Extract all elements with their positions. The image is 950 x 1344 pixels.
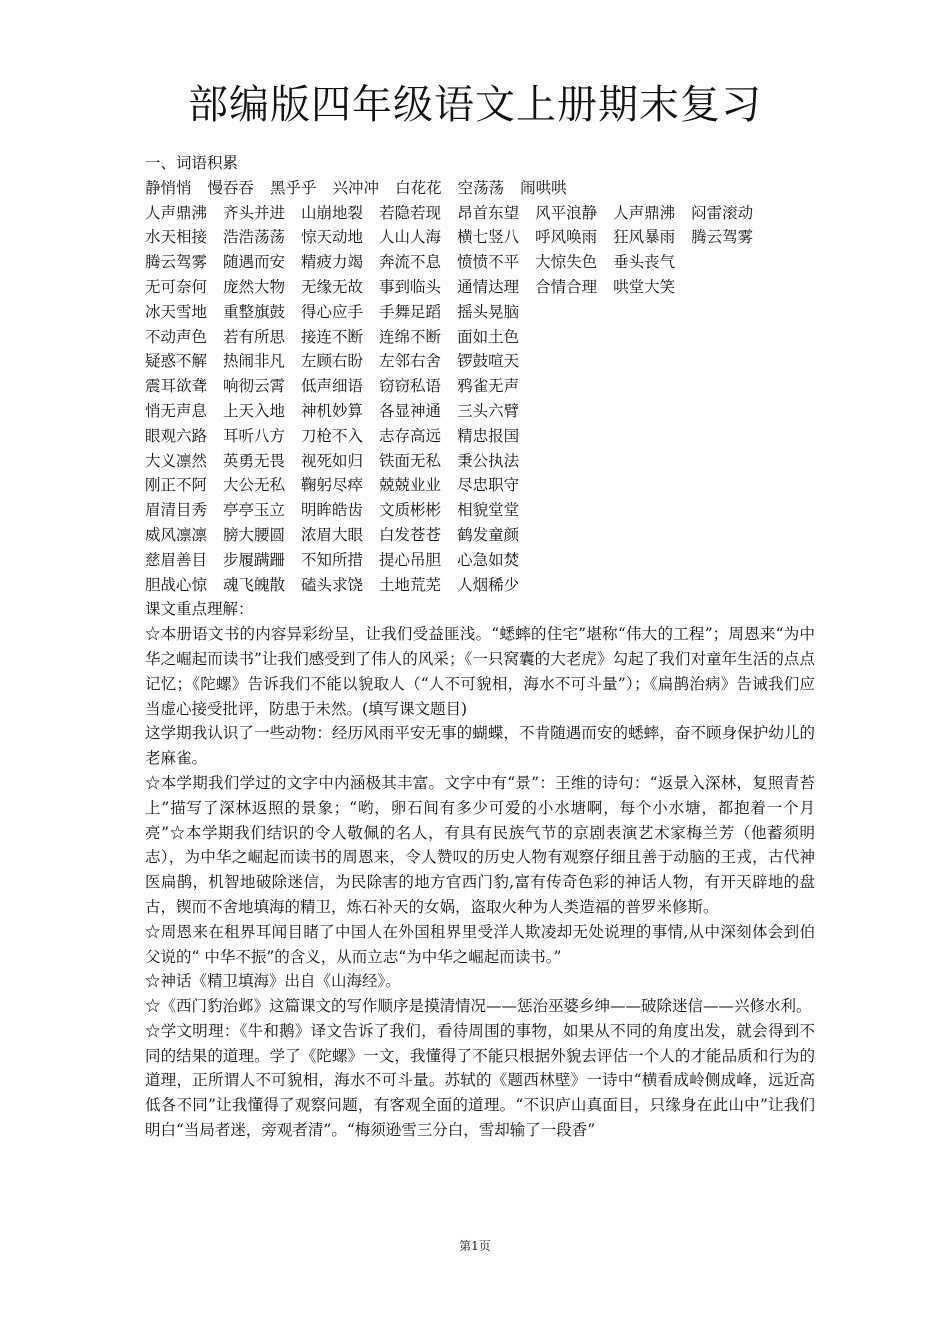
vocab-word: 静悄悄 [145,178,192,197]
vocab-word: 若有所思 [223,327,286,346]
vocab-word: 狂风暴雨 [613,228,676,247]
vocab-row [145,250,815,275]
vocab-list [145,176,815,598]
vocab-word: 刀枪不入 [301,426,364,445]
vocab-word: 人声鼎沸 [145,203,208,222]
vocab-word: 左邻右舍 [379,352,442,371]
vocab-row [145,449,815,474]
vocab-word: 惊天动地 [301,228,364,247]
vocab-word: 磕头求饶 [301,575,364,594]
vocab-word: 心急如焚 [457,550,520,569]
vocab-word: 随遇而安 [223,253,286,272]
paragraph: ☆周恩来在租界耳闻目睹了中国人在外国租界里受洋人欺凌却无处说理的事情,从中深刻体会到伯父说的“ 中华不振”的含义，从而立志“为中华之崛起而读书。” [145,922,815,966]
vocab-word: 重整旗鼓 [223,302,286,321]
vocab-word: 摇头晃脑 [457,302,520,321]
vocab-word: 鞠躬尽瘁 [301,476,364,495]
vocab-word: 相貌堂堂 [457,501,520,520]
vocab-row [145,523,815,548]
vocab-word: 白发苍苍 [379,525,442,544]
vocab-word: 风平浪静 [535,203,598,222]
vocab-word: 尽忠职守 [457,476,520,495]
vocab-word: 水天相接 [145,228,208,247]
vocab-word: 空荡荡 [457,178,505,197]
vocab-word: 响彻云霄 [223,377,286,396]
vocab-word: 若隐若现 [379,203,442,222]
vocab-word: 上天入地 [223,401,286,420]
vocab-word: 合情合理 [535,277,598,296]
vocab-word: 鹤发童颜 [457,525,520,544]
vocab-word: 锣鼓喧天 [457,352,520,371]
vocab-word: 三头六臂 [457,401,520,420]
content-body [145,151,815,1143]
vocab-word: 兴冲冲 [332,178,380,197]
vocab-word: 神机妙算 [301,401,364,420]
vocab-word: 低声细语 [301,377,364,396]
vocab-word: 齐头并进 [223,203,286,222]
vocab-word: 各显神通 [379,401,442,420]
vocab-word: 冰天雪地 [145,302,208,321]
vocab-word: 疑惑不解 [145,352,208,371]
vocab-word: 手舞足蹈 [379,302,442,321]
vocab-word: 山崩地裂 [301,203,364,222]
vocab-word: 眼观六路 [145,426,208,445]
vocab-word: 左顾右盼 [301,352,364,371]
vocab-word: 大公无私 [223,476,286,495]
vocab-word: 人烟稀少 [457,575,520,594]
vocab-word: 无缘无故 [301,277,364,296]
vocab-word: 慢吞吞 [207,178,255,197]
vocab-row [145,225,815,250]
vocab-row [145,275,815,300]
vocab-word: 志存高远 [379,426,442,445]
vocab-row [145,349,815,374]
vocab-word: 黑乎乎 [270,178,317,197]
vocab-row [145,176,815,201]
page-number: 第1页 [459,1239,491,1253]
vocab-word: 垂头丧气 [613,253,676,272]
vocab-word: 秉公执法 [457,451,520,470]
vocab-word: 连绵不断 [379,327,442,346]
section-heading-vocab: 一、词语积累 [145,154,239,172]
vocab-word: 亭亭玉立 [223,501,286,520]
paragraph: ☆学文明理：《牛和鹅》译文告诉了我们，看待周围的事物，如果从不同的角度出发，就会得到不同的结果的道理。学了《陀螺》一文，我懂得了不能只根据外貌去评估一个人的才能品质和行为的道理，正所谓人不可貌相，海水不可斗量。苏轼的《题西林壁》一诗中“横看成岭侧成峰，远近高低各不同”让我懂得了观察问题，有客观全面的道理。“不识庐山真面目，只缘身在此山中”让我们明白“当局者迷，旁观者清”。“梅须逊雪三分白，雪却输了一段香” [145,1021,815,1140]
vocab-word: 事到临头 [379,277,442,296]
vocab-word: 大义凛然 [145,451,208,470]
vocab-word: 愤愤不平 [457,253,520,272]
vocab-word: 呼风唤雨 [535,228,598,247]
vocab-row [145,548,815,573]
vocab-word: 悄无声息 [145,401,208,420]
vocab-word: 闹哄哄 [520,178,567,197]
page-title: 部编版四年级语文上册期末复习 [188,82,762,128]
vocab-word: 土地荒芜 [379,575,442,594]
vocab-row [145,300,815,325]
vocab-word: 奔流不息 [379,253,442,272]
vocab-word: 胆战心惊 [145,575,208,594]
vocab-word: 兢兢业业 [379,476,442,495]
vocab-word: 刚正不阿 [145,476,208,495]
vocab-word: 慈眉善目 [145,550,208,569]
vocab-word: 哄堂大笑 [613,277,676,296]
vocab-word: 得心应手 [301,302,364,321]
vocab-word: 不知所措 [301,550,364,569]
paragraph: ☆神话《精卫填海》出自《山海经》。 [145,972,401,991]
vocab-word: 鸦雀无声 [457,377,520,396]
vocab-word: 不动声色 [145,327,208,346]
paragraph: ☆本册语文书的内容异彩纷呈，让我们受益匪浅。“蟋蟀的住宅”堪称“伟大的工程”；周恩来“为中华之崛起而读书”让我们感受到了伟人的风采；《一只窝囊的大老虎》勾起了我们对童年生活的点点记忆；《陀螺》告诉我们不能以貌取人（“人不可貌相，海水不可斗量”）；《扁鹊治病》告诫我们应当虚心接受批评，防患于未然。(填写课文题目) [145,625,815,718]
vocab-word: 横七竖八 [457,228,520,247]
vocab-word: 窃窃私语 [379,377,442,396]
vocab-word: 庞然大物 [223,277,286,296]
vocab-word: 腾云驾雾 [691,228,754,247]
vocab-word: 腾云驾雾 [145,253,208,272]
vocab-word: 浓眉大眼 [301,525,364,544]
vocab-word: 接连不断 [301,327,364,346]
vocab-word: 闷雷滚动 [691,203,754,222]
vocab-word: 威风凛凛 [145,525,208,544]
vocab-row [145,573,815,598]
vocab-word: 步履蹒跚 [223,550,286,569]
paragraph: ☆《西门豹治邺》这篇课文的写作顺序是摸清情况——惩治巫婆乡绅——破除迷信——兴修水利。 [145,997,812,1016]
vocab-word: 铁面无私 [379,451,442,470]
vocab-row [145,424,815,449]
paragraph-list [145,622,815,1143]
vocab-word: 明眸皓齿 [301,501,364,520]
vocab-word: 视死如归 [301,451,364,470]
vocab-word: 精疲力竭 [301,253,364,272]
vocab-word: 人声鼎沸 [613,203,676,222]
vocab-word: 面如土色 [457,327,520,346]
vocab-row [145,473,815,498]
vocab-row [145,325,815,350]
vocab-word: 无可奈何 [145,277,208,296]
vocab-word: 热闹非凡 [223,352,286,371]
paragraph: ☆本学期我们学过的文字中内涵极其丰富。文字中有“景”：王维的诗句：“返景入深林，复照青苔上”描写了深林返照的景象；“哟，卵石间有多少可爱的小水塘啊，每个小水塘，都抱着一个月亮”☆本学期我们结识的令人敬佩的名人，有具有民族气节的京剧表演艺术家梅兰芳（他蓄须明志），为中华之崛起而读书的周恩来，令人赞叹的历史人物有观察仔细且善于动脑的王戎，古代神医扁鹊，机智地破除迷信，为民除害的地方官西门豹,富有传奇色彩的神话人物，有开天辟地的盘古，锲而不舍地填海的精卫，炼石补天的女娲，盗取火种为人类造福的普罗米修斯。 [145,773,815,916]
vocab-row [145,399,815,424]
vocab-word: 膀大腰圆 [223,525,286,544]
vocab-word: 通情达理 [457,277,520,296]
vocab-word: 大惊失色 [535,253,598,272]
vocab-word: 震耳欲聋 [145,377,208,396]
vocab-word: 精忠报国 [457,426,520,445]
vocab-word: 人山人海 [379,228,442,247]
section-heading-key-points: 课文重点理解： [145,600,254,619]
paragraph: 这学期我认识了一些动物：经历风雨平安无事的蝴蝶，不肯随遇而安的蟋蟀，奋不顾身保护幼儿的老麻雀。 [145,724,815,768]
vocab-word: 白花花 [395,178,442,197]
vocab-word: 魂飞魄散 [223,575,286,594]
vocab-word: 浩浩荡荡 [223,228,286,247]
vocab-word: 眉清目秀 [145,501,208,520]
vocab-word: 昂首东望 [457,203,520,222]
vocab-word: 文质彬彬 [379,501,442,520]
vocab-word: 英勇无畏 [223,451,286,470]
vocab-row [145,498,815,523]
vocab-row [145,201,815,226]
vocab-word: 耳听八方 [223,426,286,445]
vocab-row [145,374,815,399]
vocab-word: 提心吊胆 [379,550,442,569]
